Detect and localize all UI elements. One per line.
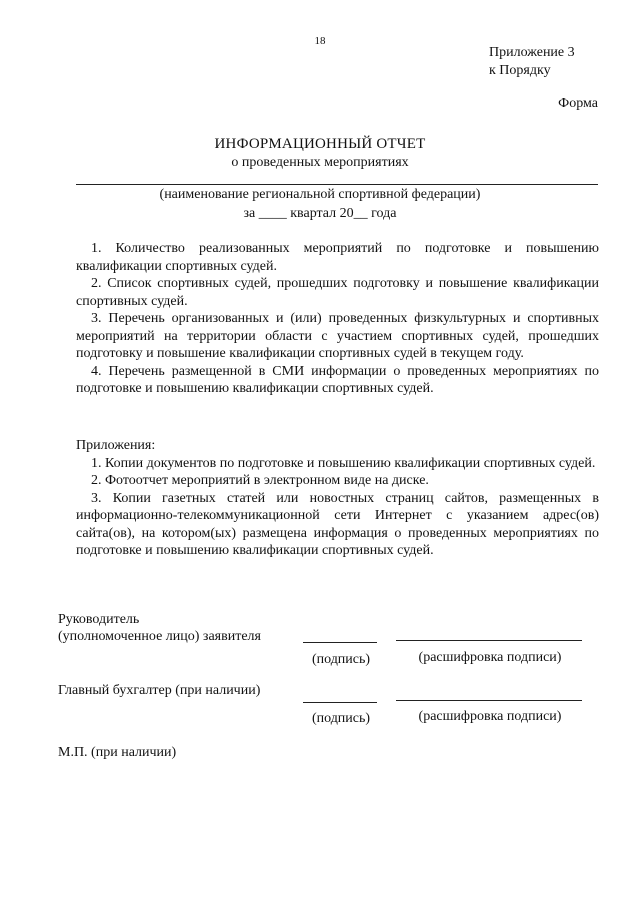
- report-item: 2. Список спортивных судей, прошедших подготовку и повышение квалификации спортивных судей.: [76, 276, 599, 309]
- stamp-label: М.П. (при наличии): [58, 745, 177, 760]
- head-label: Руководитель: [58, 612, 140, 627]
- report-items: [76, 240, 599, 398]
- report-item: 4. Перечень размещенной в СМИ информации о проведенных мероприятиях по подготовке и повышению квалификации спортивных судей.: [76, 363, 599, 396]
- appendix-line-1: Приложение 3: [489, 45, 575, 60]
- document-subtitle: о проведенных мероприятиях: [231, 155, 409, 170]
- attachments-heading: Приложения:: [76, 438, 156, 453]
- appendix-reference: [489, 44, 575, 80]
- accountant-decoding-line: [396, 700, 582, 701]
- head-signature-caption: (подпись): [311, 652, 371, 667]
- attachment-item: 2. Фотоотчет мероприятий в электронном виде на диске.: [91, 473, 429, 488]
- page-number: 18: [314, 35, 326, 47]
- accountant-signature-line: [303, 702, 377, 703]
- attachments-section: [76, 437, 599, 560]
- head-decoding-line: [396, 640, 582, 641]
- form-label: Форма: [558, 96, 598, 111]
- federation-name-line: [76, 184, 598, 185]
- accountant-decoding-caption: (расшифровка подписи): [418, 709, 562, 724]
- document-title: ИНФОРМАЦИОННЫЙ ОТЧЕТ: [214, 136, 426, 152]
- head-decoding-caption: (расшифровка подписи): [418, 650, 562, 665]
- head-signature-line: [303, 642, 377, 643]
- attachment-item: 1. Копии документов по подготовке и повышению квалификации спортивных судей.: [91, 455, 596, 471]
- appendix-line-2: к Порядку: [489, 63, 551, 78]
- report-item: 3. Перечень организованных и (или) проведенных физкультурных и спортивных мероприятий на территории области с участием спортивных судей, прошедших подготовку и повышение квалификации спортивных судей в текущем году.: [76, 311, 599, 361]
- accountant-label: Главный бухгалтер (при наличии): [58, 683, 261, 698]
- report-period: за ____ квартал 20__ года: [243, 206, 397, 221]
- accountant-signature-caption: (подпись): [311, 711, 371, 726]
- report-item: 1. Количество реализованных мероприятий по подготовке и повышению квалификации спортивных судей.: [76, 241, 599, 274]
- attachment-item: 3. Копии газетных статей или новостных страниц сайтов, размещенных в информационно-телекоммуникационной сети Интернет с указанием адрес(ов) сайта(ов), на котором(ых) размещена информация о проведенных мероприятиях по подготовке и повышению квалификации спортивных судей.: [76, 490, 599, 558]
- head-sublabel: (уполномоченное лицо) заявителя: [58, 629, 261, 644]
- federation-caption: (наименование региональной спортивной федерации): [159, 187, 481, 202]
